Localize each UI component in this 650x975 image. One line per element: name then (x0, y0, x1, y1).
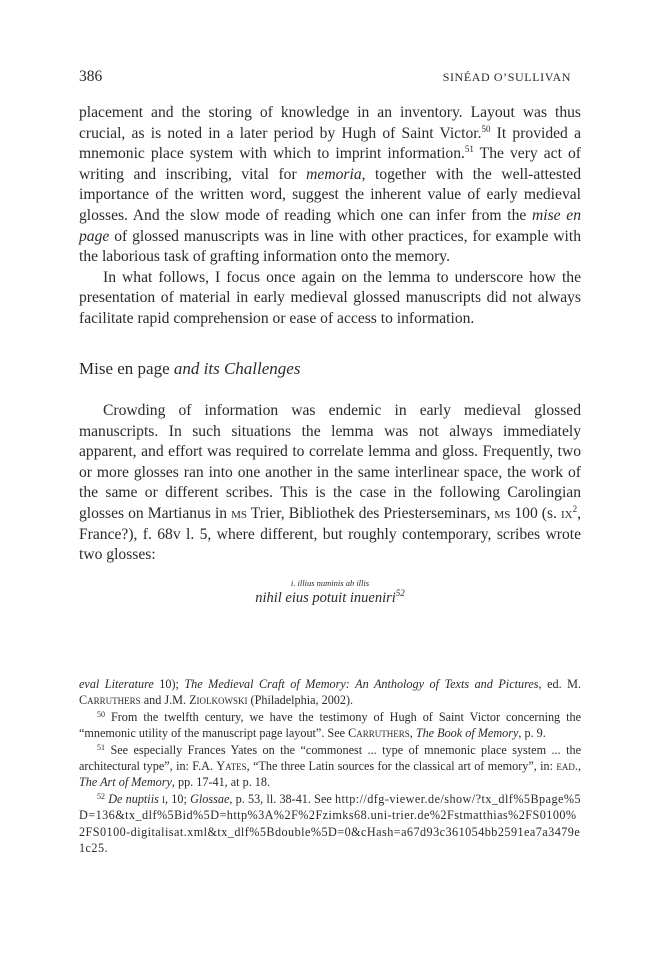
main-text-top (79, 103, 581, 330)
para1-text: , together with the well-attested importance of the written word, suggest the inherent value of early medieval glosses. And the slow mode of reading which one can infer from the (79, 165, 582, 224)
para3-text: Crowding of information was endemic in early medieval glossed manuscripts. In such situations the lemma was not always immediately apparent, and effort was required to correlate lemma and gloss. Frequently, two or more glosses ran into one another in the same interlinear space, the work of the same or different scribes. This is the case in the following Carolingian glosses on Martianus in (79, 402, 581, 522)
fn-text: , (577, 759, 581, 774)
fn-italic: De nuptiis (108, 791, 159, 806)
fn-italic: The Art of Memory (79, 775, 172, 790)
fn-italic: eval Literature (79, 677, 154, 691)
century-part: 2 (572, 503, 578, 514)
fn-author: Yates (216, 759, 247, 774)
fn-text: , ed. M. (538, 677, 581, 691)
fn-italic: Glossae (190, 791, 230, 806)
lemma-line (79, 589, 581, 607)
running-head: SINÉAD O’SULLIVAN (442, 70, 571, 84)
fn-text: , (409, 726, 416, 741)
fn-book-numeral: i (162, 791, 166, 806)
para1-text: It provided a mnemonic place system with which to imprint information. (79, 124, 581, 163)
para3-text: Trier, Bibliothek des Priesterseminars, (247, 504, 495, 522)
fn-text: See especially Frances Yates on the “commonest ... type of mnemonic place system ... the architectural type”, in: F.A. (79, 742, 581, 774)
main-text-bottom (79, 401, 581, 566)
para1-text: of glossed manuscripts was in line with other practices, for example with the laborious task of grafting information onto the memory. (79, 227, 581, 266)
footnote-ref-51[interactable]: 51 (464, 144, 474, 155)
heading-roman: Mise en page (79, 359, 170, 378)
footnote-number: 51 (97, 742, 105, 752)
paragraph-2: In what follows, I focus once again on the lemma to underscore how the presentation of material in early medieval glossed manuscripts did not always facilitate rapid comprehension or ease of access to information. (79, 268, 581, 327)
para1-text: The very act of writing and inscribing, vital for (79, 145, 581, 183)
gloss-example (79, 577, 581, 607)
fn-text: and J.M. (140, 693, 190, 708)
footnote-continuation (79, 676, 581, 709)
fn-italic: The Medieval Craft of Memory: An Anthology of Texts and Pictures (184, 677, 539, 691)
page-number: 386 (79, 68, 103, 85)
footnote-number: 50 (97, 709, 105, 719)
fn-author: Ziolkowski (189, 693, 248, 708)
section-heading-block (79, 359, 581, 379)
fn-text: . (104, 841, 108, 856)
footnote-ref-52[interactable]: 52 (395, 588, 405, 598)
century-numeral: ix (560, 504, 573, 522)
footnote-number: 52 (97, 791, 105, 801)
footnote-ref-50[interactable]: 50 (481, 123, 491, 134)
fn-text: From the twelfth century, we have the testimony of Hugh of Saint Victor concerning the “mnemonic utility of the manuscript page layout”. See (79, 709, 581, 741)
interlinear-gloss: i. illius numinis ab illis (290, 578, 370, 588)
footnote-50 (79, 709, 581, 742)
fn-author: Carruthers (79, 693, 141, 708)
ms-abbrev: ms (494, 504, 511, 522)
fn-text: , p. 53, ll. 38-41. See (229, 791, 335, 806)
fn-text: (Philadelphia, 2002). (247, 693, 354, 708)
footnote-51 (79, 742, 581, 791)
fn-text: 10); (153, 677, 185, 691)
para3-text: 100 (s. (510, 504, 561, 522)
footnotes (79, 676, 581, 856)
fn-italic: The Book of Memory (415, 726, 519, 741)
dfg-viewer-link[interactable]: http://dfg-viewer.de/show/?tx_dlf%5Bpage%5D=136&tx_dlf%5Bid%5D=http%3A%2F%2Fzimks68.uni-trier.de%2Fstmatthias%2FS0100%2FS0100-digitalisat.xml&tx_dlf%5Bdouble%5D=0&cHash=a67d93c361054bb2591ea7a3479e1c25 (79, 791, 581, 856)
heading-italic: and its Challenges (169, 359, 301, 378)
fn-text: , pp. 17-41, at p. 18. (171, 775, 271, 790)
fn-author: Carruthers (348, 726, 410, 741)
para1-text: placement and the storing of knowledge in an inventory. Layout was thus crucial, as is noted in a later period by Hugh of Saint Victor. (79, 104, 581, 142)
page-header (79, 68, 571, 88)
para1-italic: mise en page (79, 206, 582, 245)
footnote-52 (79, 791, 581, 857)
para1-italic: memoria (306, 165, 362, 183)
fn-text: , p. 9. (518, 726, 546, 741)
section-heading (79, 359, 581, 379)
fn-author: ead. (556, 759, 578, 774)
fn-text: , “The three Latin sources for the classical art of memory”, in: (246, 759, 557, 774)
fn-text: , 10; (165, 791, 191, 806)
para3-text: , France?), f. 68v l. 5, where different, but roughly contemporary, scribes wrote two glosses: (79, 504, 581, 564)
paragraph-1 (79, 103, 581, 268)
ms-abbrev: ms (231, 504, 248, 522)
lemma-text: nihil eius potuit inueniri (255, 590, 396, 606)
paragraph-3 (79, 401, 581, 566)
